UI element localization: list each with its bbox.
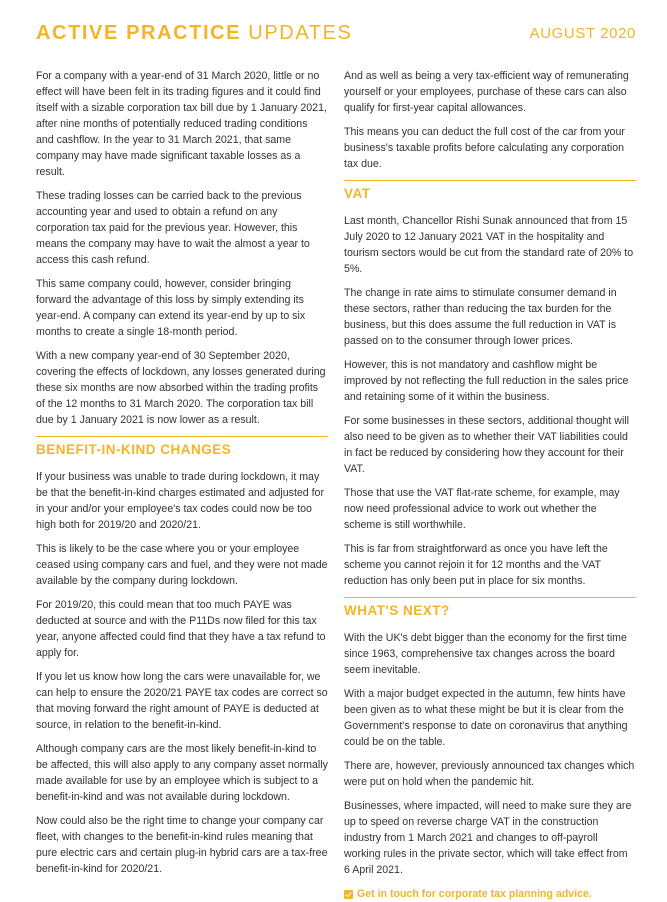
vat-paragraph: This is far from straightforward as once you have left the scheme you cannot rejoin it for 12 months and the VAT reduction has only been put in place for six months. [344,543,608,587]
newsletter-title [36,22,352,45]
intro-paragraph: For a company with a year-end of 31 March 2020, little or no effect will have been felt in its trading figures and it could find itself with a sizable corporation tax bill due by 1 January 2021, after nine months of potentially reduced trading conditions and cashflow. In the year to 31 March 2021, that same company may have made significant taxable losses as a result. [36,70,327,178]
bik-paragraph: If you let us know how long the cars were unavailable for, we can help to ensure the 2020/21 PAYE tax codes are correct so that moving forward the right amount of PAYE is deducted at source, in relation to the benefit-in-kind. [36,671,328,731]
vat-paragraph: The change in rate aims to stimulate consumer demand in these sectors, rather than reducing the tax burden for the business, but this does assume the full reduction in VAT is passed on to the consumer through lower prices. [344,287,617,347]
cta-text[interactable]: Get in touch for corporate tax planning advice. [357,888,592,900]
vat-paragraph: Those that use the VAT flat-rate scheme, for example, may now need professional advice to work out whether the scheme is still worthwhile. [344,487,620,531]
cars-paragraph: And as well as being a very tax-efficient way of remunerating yourself or your employees, purchase of these cars can also qualify for first-year capital allowances. [344,70,629,114]
section-heading-whats-next: WHAT'S NEXT? [344,597,636,621]
brand-light: UPDATES [248,22,353,44]
intro-paragraph: These trading losses can be carried back to the previous accounting year and used to obtain a refund on any corporation tax paid for the previous year. However, this means the company may have to wait the almost a year to access this cash refund. [36,190,310,266]
bik-paragraph: If your business was unable to trade during lockdown, it may be that the benefit-in-kind charges estimated and adjusted for in your and/or your employee's tax codes could now be too high both for 2019/20 and 2020/21. [36,471,324,531]
issue-date: AUGUST 2020 [529,25,636,42]
intro-paragraph: With a new company year-end of 30 September 2020, covering the effects of lockdown, any losses generated during these six months are now absorbed within the trading profits of the 12 months to 31 March 2020. The corporation tax bill due by 1 January 2021 is now lower as a result. [36,350,326,426]
call-to-action[interactable] [344,886,636,902]
page-header [36,22,636,48]
section-heading-bik: BENEFIT-IN-KIND CHANGES [36,436,328,460]
vat-paragraph: Last month, Chancellor Rishi Sunak announced that from 15 July 2020 to 12 January 2021 VAT in the hospitality and tourism sectors would be cut from the standard rate of 20% to 5%. [344,215,634,275]
right-column [344,68,636,902]
bik-paragraph: Now could also be the right time to change your company car fleet, with changes to the benefit-in-kind rules meaning that pure electric cars and certain plug-in hybrid cars are a tax-free benefit-in-kind for 2020/21. [36,815,328,875]
bik-paragraph: This is likely to be the case where you or your employee ceased using company cars and fuel, and they were not made available by the company during lockdown. [36,543,328,587]
vat-paragraph: For some businesses in these sectors, additional thought will also need to be given as to whether their VAT liabilities could in fact be reduced by considering how they account for their VAT. [344,415,630,475]
checkbox-icon [344,890,353,899]
bik-paragraph: For 2019/20, this could mean that too much PAYE was deducted at source and with the P11Ds now filed for this tax year, anyone affected could find that they have a tax refund to apply for. [36,599,326,659]
next-paragraph: Businesses, where impacted, will need to make sure they are up to speed on reverse charge VAT in the construction industry from 1 March 2021 and changes to off-payroll working rules in the private sector, which will take effect from 6 April 2021. [344,800,632,876]
brand-bold: ACTIVE PRACTICE [36,22,242,44]
intro-paragraph: This same company could, however, consider bringing forward the advantage of this loss by simply extending its year-end. A company can extend its year-end by up to six months to create a single 18-month period. [36,278,306,338]
left-column [36,68,328,885]
bik-paragraph: Although company cars are the most likely benefit-in-kind to be affected, this will also apply to any company asset normally made available for use by an employee which is subject to a benefit-in-kind and was not available during lockdown. [36,743,328,803]
next-paragraph: With a major budget expected in the autumn, few hints have been given as to what these might be but it is clear from the Government's response to date on coronavirus that anything could be on the table. [344,688,628,748]
section-heading-vat: VAT [344,180,636,204]
next-paragraph: There are, however, previously announced tax changes which were put on hold when the pandemic hit. [344,760,635,788]
next-paragraph: With the UK's debt bigger than the economy for the first time since 1963, comprehensive tax changes across the board seem inevitable. [344,632,627,676]
vat-paragraph: However, this is not mandatory and cashflow might be improved by not reflecting the full reduction in the sales price and retaining some of it within the business. [344,359,629,403]
cars-paragraph: This means you can deduct the full cost of the car from your business's taxable profits before calculating any corporation tax due. [344,126,625,170]
